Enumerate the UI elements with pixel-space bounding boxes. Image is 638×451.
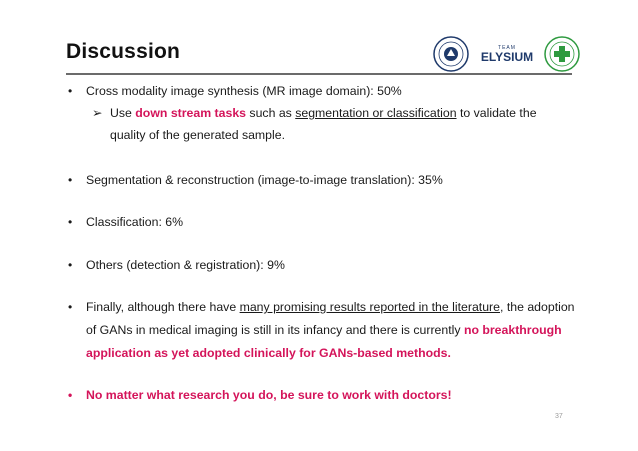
- bullet-6-text: No matter what research you do, be sure to work with doctors!: [86, 388, 452, 402]
- team-name-text: ELYSIUM: [480, 50, 534, 64]
- page-number: 37: [555, 413, 563, 420]
- bullet-dot: •: [68, 388, 73, 402]
- arrow-bullet-icon: ➢: [92, 106, 103, 120]
- sub-end: to validate the: [456, 106, 537, 120]
- bullet-1-sub-line2-text: quality of the generated sample.: [110, 128, 286, 142]
- university-seal-logo: [434, 37, 468, 71]
- bullet-3-text: Classification: 6%: [86, 215, 184, 229]
- b5-underline: many promising results reported in the literature: [239, 300, 500, 314]
- b5-line2-red: no breakthrough: [463, 323, 562, 337]
- sub-use: Use: [110, 106, 136, 120]
- bullet-dot: •: [68, 300, 73, 314]
- bullet-2-text: Segmentation & reconstruction (image-to-image translation): 35%: [86, 173, 443, 187]
- bullet-4-text: Others (detection & registration): 9%: [86, 258, 285, 272]
- team-elysium-logo: [481, 45, 533, 64]
- b5-post: , the adoption: [500, 300, 575, 314]
- sub-red: down stream tasks: [135, 106, 247, 120]
- title-divider: [66, 73, 572, 75]
- sub-mid: such as: [246, 106, 296, 120]
- bullet-dot: •: [68, 215, 73, 229]
- bullet-1-text: Cross modality image synthesis (MR image domain): 50%: [86, 84, 402, 98]
- bullet-1-sub-text: [110, 106, 537, 120]
- slide-title: Discussion: [66, 40, 181, 63]
- bullet-5-line3-text: application as yet adopted clinically for GANs-based methods.: [86, 346, 451, 360]
- sub-underline: segmentation or classification: [295, 106, 457, 120]
- team-top-text: TEAM: [498, 45, 516, 51]
- bullet-dot: •: [68, 258, 73, 272]
- b5-line2-pre: of GANs in medical imaging is still in its infancy and there is currently: [86, 323, 464, 337]
- logos-svg: [432, 34, 582, 74]
- logo-group: [432, 34, 582, 74]
- bullet-dot: •: [68, 173, 73, 187]
- bullet-dot: •: [68, 84, 73, 98]
- hospital-seal-logo: [545, 37, 579, 71]
- b5-pre: Finally, although there have: [86, 300, 240, 314]
- bullet-5-line1: [86, 300, 575, 314]
- bullet-5-line2-text: [86, 323, 562, 337]
